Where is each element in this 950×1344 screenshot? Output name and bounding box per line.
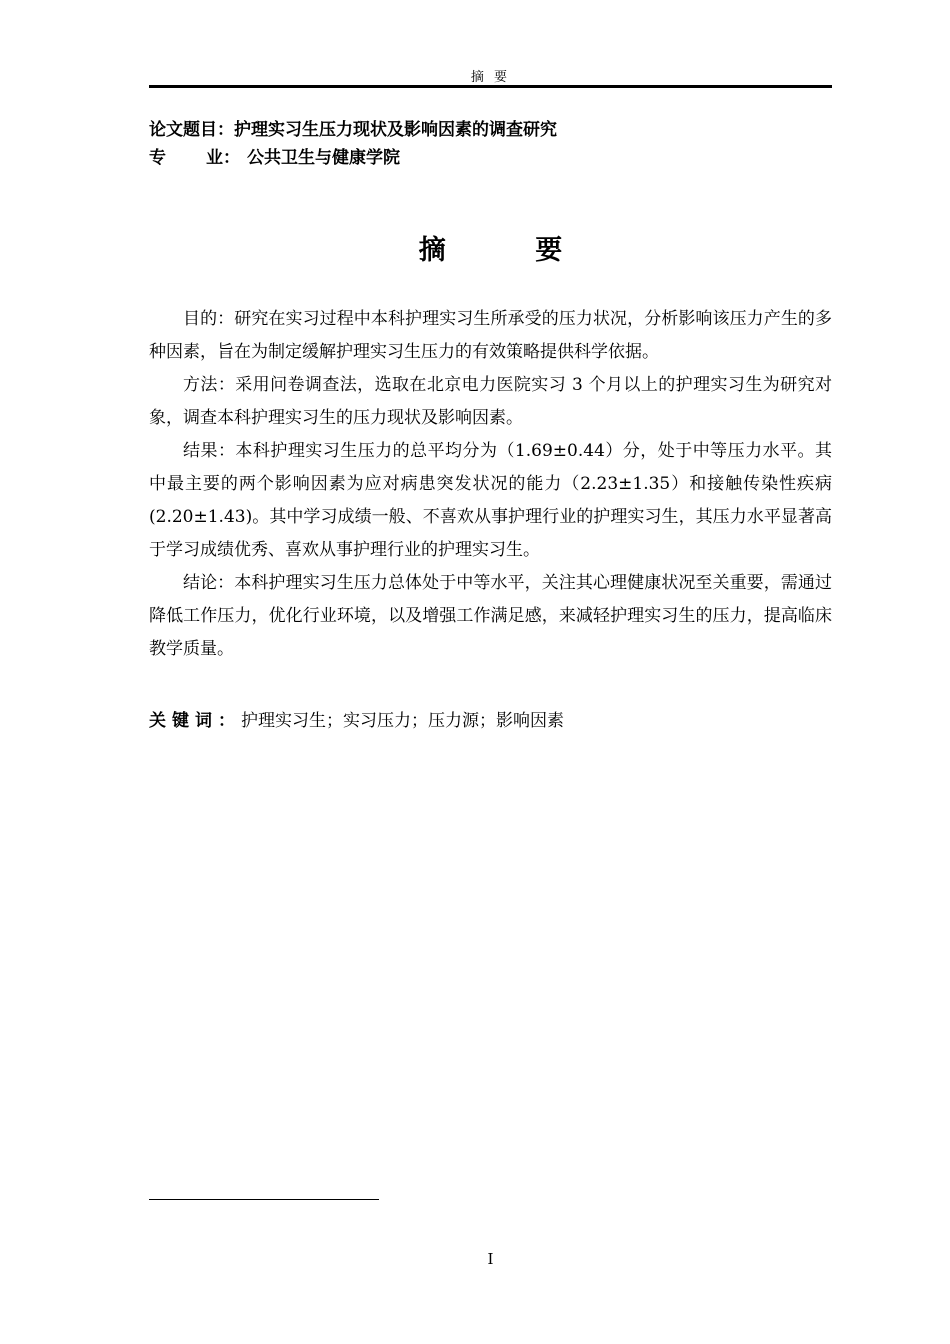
thesis-title-line bbox=[149, 115, 557, 140]
header-rule bbox=[149, 85, 832, 88]
abstract-paragraph-conclusion: 结论：本科护理实习生压力总体处于中等水平，关注其心理健康状况至关重要，需通过降低工作压力，优化行业环境，以及增强工作满足感，来减轻护理实习生的压力，提高临床教学质量。 bbox=[149, 573, 832, 659]
thesis-title-value: 护理实习生压力现状及影响因素的调查研究 bbox=[234, 120, 557, 140]
major-value: 公共卫生与健康学院 bbox=[247, 148, 400, 168]
keywords-value: 护理实习生；实习压力；压力源；影响因素 bbox=[241, 711, 564, 731]
abstract-paragraph-results: 结果：本科护理实习生压力的总平均分为（1.69±0.44）分，处于中等压力水平。其中最主要的两个影响因素为应对病患突发状况的能力（2.23±1.35）和接触传染性疾病(2.20±1.43)。其中学习成绩一般、不喜欢从事护理行业的护理实习生，其压力水平显著高于学习成绩优秀、喜欢从事护理行业的护理实习生。 bbox=[149, 441, 832, 560]
footnote-rule bbox=[149, 1199, 379, 1200]
keywords-line bbox=[149, 706, 832, 731]
abstract-paragraph-method: 方法：采用问卷调查法，选取在北京电力医院实习 3 个月以上的护理实习生为研究对象，调查本科护理实习生的压力现状及影响因素。 bbox=[149, 375, 832, 428]
abstract-paragraph-objective: 目的：研究在实习过程中本科护理实习生所承受的压力状况，分析影响该压力产生的多种因素，旨在为制定缓解护理实习生压力的有效策略提供科学依据。 bbox=[149, 309, 832, 362]
major-line bbox=[149, 143, 400, 168]
thesis-title-label: 论文题目： bbox=[149, 120, 234, 140]
major-label: 专 业： bbox=[149, 148, 240, 168]
abstract-heading: 摘 要 bbox=[418, 235, 603, 266]
page-number: I bbox=[487, 1250, 494, 1268]
keywords-label: 关键词： bbox=[149, 711, 241, 731]
running-header: 摘 要 bbox=[470, 70, 511, 85]
abstract-body bbox=[149, 303, 832, 666]
